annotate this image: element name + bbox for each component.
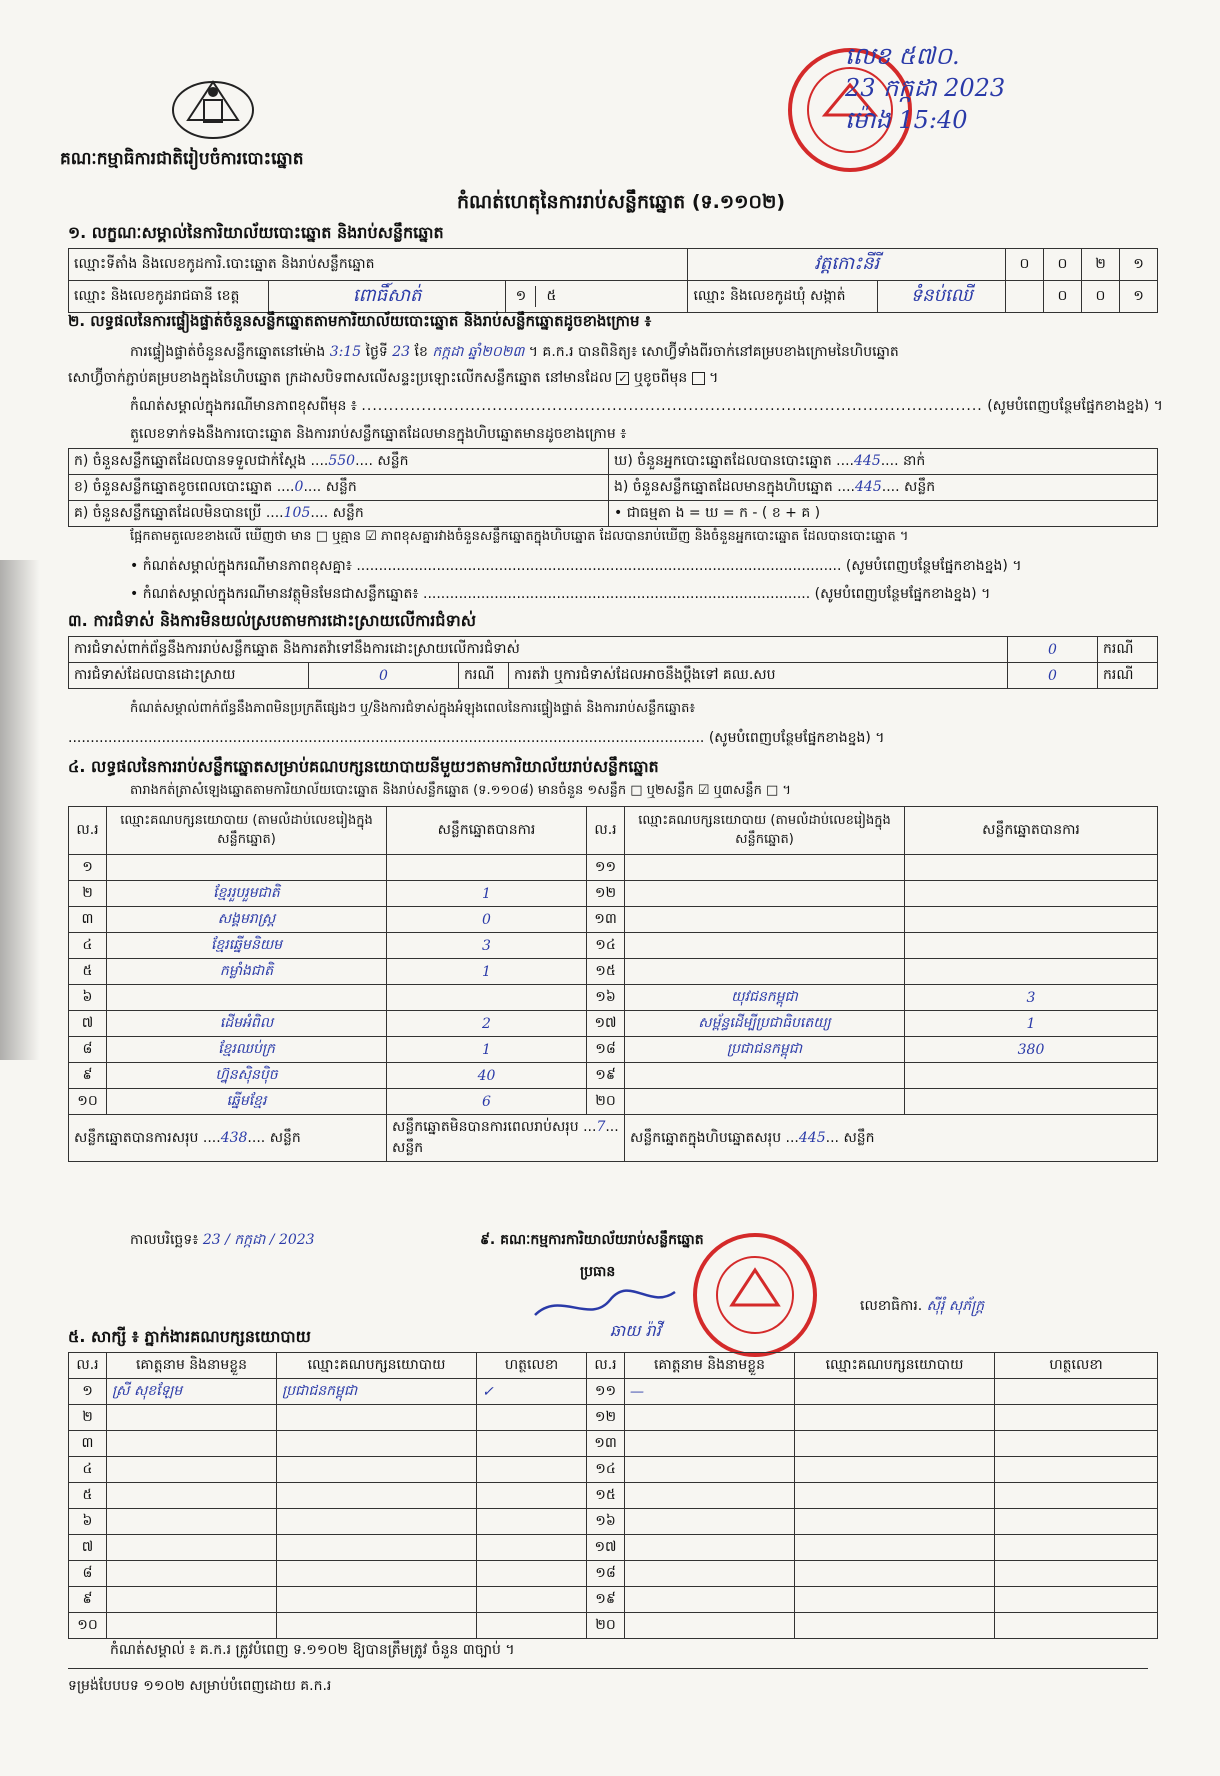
- party-party: កម្លាំងជាតិ: [107, 959, 387, 985]
- tally-intro: តារាងកត់ត្រាសំឡេងឆ្នោតតាមការិយាល័យបោះឆ្នោត និងរាប់សន្លឹកឆ្នោត (ទ.១១០៨) មានចំនួន ១សន្លឹក □ ឬ២សន្លឹក ☑ ឬ៣សន្លឹក □ ។: [130, 783, 791, 798]
- witness-sign: [995, 1509, 1158, 1535]
- fill-back-note: (សូមបំពេញបន្ថែមផ្នែកខាងខ្នង) ។: [845, 558, 1022, 574]
- case-unit: ករណី: [1098, 663, 1158, 689]
- party-party: សង្គមរាស្ត្រ: [107, 907, 387, 933]
- witness-sign: [995, 1483, 1158, 1509]
- damaged-label: ឬខូចពីមុន: [633, 370, 688, 386]
- witness-sign: [477, 1587, 587, 1613]
- party-party: យុវជនកម្ពុជា: [625, 985, 905, 1011]
- objection-row2b-label: ការតវ៉ា ឬការជំទាស់ដែលអាចនឹងប្តឹងទៅ គឈ.សប: [509, 663, 1008, 689]
- counts-intro: តួលេខទាក់ទងនឹងការបោះឆ្នោត និងការរាប់សន្លឹកឆ្នោតដែលមានក្នុងហិបឆ្នោតមានដូចខាងក្រោម ៖: [130, 426, 627, 442]
- count-b-value: 0: [294, 479, 304, 495]
- chair-signature-icon: [530, 1280, 680, 1330]
- table-row: [69, 1011, 1158, 1037]
- party-no: ៨: [69, 1037, 107, 1063]
- party-no: ១៩: [587, 1063, 625, 1089]
- objection-row1-label: ការជំទាស់ពាក់ព័ន្ធនឹងការរាប់សន្លឹកឆ្នោត និងការតវ៉ាទៅនឹងការដោះស្រាយលើការជំទាស់: [69, 637, 1008, 663]
- witness-party: [795, 1431, 995, 1457]
- party-votes: 0: [387, 907, 587, 933]
- party-party: ប្រជាជនកម្ពុជា: [625, 1037, 905, 1063]
- party-votes: [905, 1089, 1158, 1115]
- station-code: ១: [1120, 249, 1158, 281]
- col-name: គោត្តនាម និងនាមខ្លួន: [107, 1353, 277, 1379]
- witness-party: [795, 1535, 995, 1561]
- witness-no: ១៩: [587, 1587, 625, 1613]
- witness-name: [107, 1509, 277, 1535]
- commune-label: ឈ្មោះ និងលេខកូដឃុំ សង្កាត់: [688, 281, 878, 313]
- table-row: [69, 1063, 1158, 1089]
- party-party: [625, 933, 905, 959]
- section2-heading: ២. លទ្ធផលនៃការផ្ទៀងផ្ទាត់ចំនួនសន្លឹកឆ្នោតតាមការិយាល័យបោះឆ្នោត និងរាប់សន្លឹកឆ្នោតដូចខាងក្រោម ៖: [68, 312, 652, 330]
- witness-name: [107, 1483, 277, 1509]
- total-invalid: សន្លឹកឆ្នោតមិនបានការពេលរាប់សរុប ...7... សន្លឹក: [387, 1115, 625, 1162]
- witness-no: ៥: [69, 1483, 107, 1509]
- witness-party: [277, 1457, 477, 1483]
- col-party: ឈ្មោះគណបក្សនយោបាយ (តាមលំដាប់លេខរៀងក្នុងសន្លឹកឆ្នោត): [625, 807, 905, 855]
- unit: សន្លឹក: [377, 453, 409, 469]
- party-party: ដើមអំពិល: [107, 1011, 387, 1037]
- footnote: កំណត់សម្គាល់ ៖ គ.ក.រ ត្រូវបំពេញ ទ.១១០២ ឱ្យបានត្រឹមត្រូវ ចំនួន ៣ច្បាប់ ។: [110, 1642, 515, 1658]
- total-box: សន្លឹកឆ្នោតក្នុងហិបឆ្នោតសរុប ...445... សន្លឹក: [625, 1115, 1158, 1162]
- witness-party: [277, 1431, 477, 1457]
- verify-month-label: ខែ: [414, 344, 428, 360]
- fill-back-note: (សូមបំពេញបន្ថែមផ្នែកខាងខ្នង) ។: [987, 398, 1163, 414]
- witness-no: ៩: [69, 1587, 107, 1613]
- party-no: ២០: [587, 1089, 625, 1115]
- witness-no: ២០: [587, 1613, 625, 1639]
- witness-no: ៨: [69, 1561, 107, 1587]
- witness-name: [107, 1457, 277, 1483]
- table-row: [69, 985, 1158, 1011]
- table-row: [69, 1561, 1158, 1587]
- party-votes: [387, 855, 587, 881]
- party-no: ១: [69, 855, 107, 881]
- table-row: [69, 1089, 1158, 1115]
- witness-name: [625, 1405, 795, 1431]
- verify-month: កក្កដា ឆ្នាំ២០២៣: [432, 344, 525, 360]
- party-votes: 380: [905, 1037, 1158, 1063]
- secretary-value: ស៊ីរុំ សុភ័ក្ត្រ: [926, 1298, 985, 1314]
- witness-name: [625, 1509, 795, 1535]
- witness-party: [277, 1405, 477, 1431]
- party-party: [625, 907, 905, 933]
- witness-no: ១៦: [587, 1509, 625, 1535]
- witness-sign: [477, 1431, 587, 1457]
- section1-heading: ១. លក្ខណៈសម្គាល់នៃការិយាល័យបោះឆ្នោត និងរាប់សន្លឹកឆ្នោត: [68, 223, 444, 242]
- receipt-line: ម៉ោង 15:40: [845, 106, 968, 134]
- col-name: គោត្តនាម និងនាមខ្លួន: [625, 1353, 795, 1379]
- station-table: [68, 248, 1158, 313]
- votes-body: [69, 855, 1158, 1115]
- table-row: [69, 907, 1158, 933]
- party-party: [107, 855, 387, 881]
- witness-name: [625, 1431, 795, 1457]
- witness-party: [795, 1483, 995, 1509]
- bullet-object: • កំណត់សម្គាល់ក្នុងករណីមានវត្ថុមិនមែនជាសន្លឹកឆ្នោត៖ ....................................................................................... (សូមបំពេញបន្ថែមផ្នែកខាងខ្នង) ។: [130, 586, 991, 602]
- witness-name: [625, 1587, 795, 1613]
- count-e-label: ង) ចំនួនសន្លឹកឆ្នោតដែលមានក្នុងហិបឆ្នោត: [614, 479, 833, 495]
- party-no: ៥: [69, 959, 107, 985]
- total-valid-label: សន្លឹកឆ្នោតបានការសរុប: [74, 1129, 199, 1146]
- objection-table: [68, 636, 1158, 689]
- count-c: គ) ចំនួនសន្លឹកឆ្នោតដែលមិនបានប្រើ ....105.... សន្លឹក: [69, 501, 609, 527]
- case-unit: ករណី: [1098, 637, 1158, 663]
- station-code: ០: [1044, 249, 1082, 281]
- party-votes: 2: [387, 1011, 587, 1037]
- party-votes: 40: [387, 1063, 587, 1089]
- province-code: ៥: [546, 288, 557, 304]
- bullet-diff: • កំណត់សម្គាល់ក្នុងករណីមានភាពខុសគ្នា៖ ............................................................................................................. (សូមបំពេញបន្ថែមផ្នែកខាងខ្នង) ។: [130, 558, 1022, 574]
- objection-row1-value: 0: [1008, 637, 1098, 663]
- witness-sign: ✓: [477, 1379, 587, 1405]
- receipt-line: 23 កក្កដា 2023: [845, 74, 1006, 102]
- fill-back-note: (សូមបំពេញបន្ថែមផ្នែកខាងខ្នង) ។: [708, 730, 885, 746]
- votes-table: [68, 806, 1158, 1162]
- witness-no: ១៨: [587, 1561, 625, 1587]
- witness-sign: [477, 1613, 587, 1639]
- verify-suffix: ។ គ.ក.រ បានពិនិត្យ៖ សោហ្វ៊ីទាំងពីរចាក់នៅគម្របខាងក្រោមនៃហិបឆ្នោត: [528, 344, 899, 360]
- col-sign: ហត្ថលេខា: [995, 1353, 1158, 1379]
- party-party: ខ្មែរឈប់ក្រ: [107, 1037, 387, 1063]
- table-row: [69, 1613, 1158, 1639]
- witness-no: ១: [69, 1379, 107, 1405]
- party-votes: [905, 959, 1158, 985]
- witness-party: [795, 1379, 995, 1405]
- witness-name: —: [625, 1379, 795, 1405]
- party-no: ១៧: [587, 1011, 625, 1037]
- total-valid-value: 438: [220, 1129, 248, 1146]
- witness-no: ៧: [69, 1535, 107, 1561]
- party-no: ៩: [69, 1063, 107, 1089]
- commune-code-blank: [1006, 281, 1044, 313]
- party-party: ខ្មែរឆ្នើមនិយម: [107, 933, 387, 959]
- secretary-line: [860, 1296, 984, 1317]
- party-party: ហ្វ៊ុនស៊ិនប៉ិច: [107, 1063, 387, 1089]
- formula: • ជាធម្មតា ង = ឃ = ក - ( ខ + គ ): [609, 501, 1158, 527]
- total-valid: សន្លឹកឆ្នោតបានការសរុប ....438.... សន្លឹក: [69, 1115, 387, 1162]
- party-no: ១៥: [587, 959, 625, 985]
- secretary-label: លេខាធិការ.: [860, 1298, 923, 1314]
- witness-party: [277, 1613, 477, 1639]
- damaged-checkbox[interactable]: [692, 372, 705, 385]
- party-votes: [905, 855, 1158, 881]
- col-no: ល.រ: [69, 807, 107, 855]
- count-e-value: 445: [855, 479, 882, 495]
- station-value: វត្តកោះនីរី: [688, 249, 1006, 281]
- witness-name: [625, 1457, 795, 1483]
- witness-name: ស្រី សុខឡែម: [107, 1379, 277, 1405]
- witness-sign: [995, 1431, 1158, 1457]
- party-votes: 3: [905, 985, 1158, 1011]
- party-party: សម្ព័ន្ធដើម្បីប្រជាធិបតេយ្យ: [625, 1011, 905, 1037]
- witness-no: ១២: [587, 1405, 625, 1431]
- col-sign: ហត្ថលេខា: [477, 1353, 587, 1379]
- count-b: ខ) ចំនួនសន្លឹកឆ្នោតខូចពេលបោះឆ្នោត ....0.... សន្លឹក: [69, 475, 609, 501]
- count-b-label: ខ) ចំនួនសន្លឹកឆ្នោតខូចពេលបោះឆ្នោត: [74, 479, 273, 495]
- party-party: [625, 1063, 905, 1089]
- receipt-note: [845, 40, 1005, 136]
- verify-time: 3:15: [329, 344, 362, 360]
- witness-table: [68, 1352, 1158, 1639]
- station-code: ០: [1006, 249, 1044, 281]
- compare-line: ផ្អែកតាមតួលេខខាងលើ ឃើញថា មាន □ ឬគ្មាន ☑ ភាពខុសគ្នារវាងចំនួនសន្លឹកឆ្នោតក្នុងហិបឆ្នោត ដែលបានរាប់ឃើញ និងចំនួនអ្នកបោះឆ្នោត ដែលបានបោះឆ្នោត ។: [130, 529, 909, 544]
- party-party: [625, 855, 905, 881]
- verify-line: [130, 342, 899, 363]
- unit: សន្លឹក: [325, 479, 357, 495]
- witness-sign: [477, 1535, 587, 1561]
- party-votes: [387, 985, 587, 1011]
- count-a: ក) ចំនួនសន្លឹកឆ្នោតដែលបានទទួលជាក់ស្តែង ....550.... សន្លឹក: [69, 449, 609, 475]
- party-no: ១២: [587, 881, 625, 907]
- witness-sign: [995, 1379, 1158, 1405]
- section5-heading: ៥. សាក្សី ៖ ភ្នាក់ងារគណបក្សនយោបាយ: [68, 1327, 311, 1346]
- date-value: 23 / កក្កដា / 2023: [202, 1232, 315, 1248]
- witness-sign: [995, 1587, 1158, 1613]
- seal-text: សោហ្វ៊ីចាក់ភ្ជាប់គម្របខាងក្នុងនៃហិបឆ្នោត ក្រដាសបិទពាសលើសន្ទះប្រឡោះលើកសន្លឹកឆ្នោត នៅមានដែល: [68, 370, 613, 386]
- nec-emblem-icon: [168, 70, 258, 142]
- col-no: ល.រ: [587, 807, 625, 855]
- unit: សន្លឹក: [269, 1129, 301, 1146]
- station-label: ឈ្មោះទីតាំង និងលេខកូដការិ.បោះឆ្នោត និងរាប់សន្លឹកឆ្នោត: [69, 249, 688, 281]
- intact-checkbox[interactable]: ✓: [618, 371, 628, 385]
- witness-party: [795, 1587, 995, 1613]
- party-no: ១១: [587, 855, 625, 881]
- witness-party: [795, 1457, 995, 1483]
- diff-note: កំណត់សម្គាល់ក្នុងករណីមានភាពខុសពីមុន ៖ .................................................................................................................. (សូមបំពេញបន្ថែមផ្នែកខាងខ្នង) ។: [130, 398, 1163, 414]
- witness-sign: [995, 1561, 1158, 1587]
- date-label: កាលបរិច្ឆេទ៖: [130, 1232, 199, 1248]
- count-e: ង) ចំនួនសន្លឹកឆ្នោតដែលមានក្នុងហិបឆ្នោត ....445.... សន្លឹក: [609, 475, 1158, 501]
- party-no: ៦: [69, 985, 107, 1011]
- party-no: ១៨: [587, 1037, 625, 1063]
- col-votes: សន្លឹកឆ្នោតបានការ: [387, 807, 587, 855]
- witness-no: ៦: [69, 1509, 107, 1535]
- province-code: ១: [506, 286, 536, 307]
- date-line: [130, 1230, 315, 1251]
- witness-sign: [477, 1457, 587, 1483]
- unit: សន្លឹក: [904, 479, 936, 495]
- party-votes: 1: [387, 959, 587, 985]
- witness-no: ១៤: [587, 1457, 625, 1483]
- table-row: [69, 959, 1158, 985]
- col-no: ល.រ: [587, 1353, 625, 1379]
- witness-name: [625, 1561, 795, 1587]
- witness-name: [107, 1561, 277, 1587]
- witness-party: ប្រជាជនកម្ពុជា: [277, 1379, 477, 1405]
- witness-name: [107, 1613, 277, 1639]
- section3-heading: ៣. ការជំទាស់ និងការមិនយល់ស្របតាមការដោះស្រាយលើការជំទាស់: [68, 611, 476, 630]
- witness-sign: [477, 1561, 587, 1587]
- total-invalid-label: សន្លឹកឆ្នោតមិនបានការពេលរាប់សរុប: [392, 1119, 579, 1135]
- bullet-object-label: • កំណត់សម្គាល់ក្នុងករណីមានវត្ថុមិនមែនជាសន្លឹកឆ្នោត៖: [130, 586, 419, 602]
- province-code-cell: [506, 281, 688, 313]
- witness-no: ១៣: [587, 1431, 625, 1457]
- verify-day: 23: [392, 344, 411, 360]
- chair-name: ឆាយ រ៉ាវី: [610, 1321, 661, 1340]
- table-row: [69, 1431, 1158, 1457]
- party-no: ៧: [69, 1011, 107, 1037]
- verify-prefix: ការផ្ទៀងផ្ទាត់ចំនួនសន្លឹកឆ្នោតនៅម៉ោង: [130, 344, 326, 360]
- receipt-line: លេខ ៥៧០.: [845, 42, 960, 70]
- witness-sign: [477, 1483, 587, 1509]
- witness-body: [69, 1379, 1158, 1639]
- table-row: [69, 1535, 1158, 1561]
- count-d: ឃ) ចំនួនអ្នកបោះឆ្នោតដែលបានបោះឆ្នោត ....445.... នាក់: [609, 449, 1158, 475]
- witness-sign: [995, 1613, 1158, 1639]
- witness-party: [795, 1561, 995, 1587]
- total-box-label: សន្លឹកឆ្នោតក្នុងហិបឆ្នោតសរុប: [630, 1129, 782, 1146]
- count-c-value: 105: [283, 505, 311, 521]
- col-party: ឈ្មោះគណបក្សនយោបាយ: [795, 1353, 995, 1379]
- witness-party: [795, 1613, 995, 1639]
- party-votes: [905, 1063, 1158, 1089]
- witness-no: ៣: [69, 1431, 107, 1457]
- witness-party: [277, 1561, 477, 1587]
- witness-name: [107, 1587, 277, 1613]
- table-row: [69, 1457, 1158, 1483]
- party-votes: [905, 907, 1158, 933]
- witness-party: [277, 1535, 477, 1561]
- witness-no: ២: [69, 1405, 107, 1431]
- table-row: [69, 1509, 1158, 1535]
- witness-party: [277, 1483, 477, 1509]
- organization-name: គណៈកម្មាធិការជាតិរៀបចំការបោះឆ្នោត: [60, 149, 304, 169]
- count-d-unit: នាក់: [903, 453, 926, 469]
- commune-code: ០: [1082, 281, 1120, 313]
- section4-heading: ៤. លទ្ធផលនៃការរាប់សន្លឹកឆ្នោតសម្រាប់គណបក្សនយោបាយនីមួយៗតាមការិយាល័យរាប់សន្លឹកឆ្នោត: [68, 757, 659, 776]
- party-votes: 6: [387, 1089, 587, 1115]
- party-party: [625, 1089, 905, 1115]
- unit: សន្លឹក: [392, 1140, 424, 1156]
- witness-sign: [477, 1509, 587, 1535]
- table-row: [69, 1037, 1158, 1063]
- witness-name: [625, 1483, 795, 1509]
- province-label: ឈ្មោះ និងលេខកូដរាជធានី ខេត្ត: [69, 281, 269, 313]
- witness-party: [795, 1509, 995, 1535]
- diff-note-label: កំណត់សម្គាល់ក្នុងករណីមានភាពខុសពីមុន ៖: [130, 398, 357, 414]
- party-no: ១៦: [587, 985, 625, 1011]
- party-no: ៣: [69, 907, 107, 933]
- form-title: កំណត់ហេតុនៃការរាប់សន្លឹកឆ្នោត (ទ.១១០២): [457, 191, 786, 213]
- chair-label: ប្រធាន: [580, 1264, 616, 1280]
- witness-sign: [995, 1405, 1158, 1431]
- witness-name: [107, 1431, 277, 1457]
- party-party: ខ្មែររួបរួមជាតិ: [107, 881, 387, 907]
- witness-no: ១០: [69, 1613, 107, 1639]
- witness-no: ៤: [69, 1457, 107, 1483]
- party-party: [625, 959, 905, 985]
- witness-no: ១៥: [587, 1483, 625, 1509]
- party-votes: [905, 933, 1158, 959]
- committee-seal: [690, 1230, 820, 1360]
- witness-party: [277, 1509, 477, 1535]
- witness-no: ១៧: [587, 1535, 625, 1561]
- party-party: ឆ្នើមខ្មែរ: [107, 1089, 387, 1115]
- table-row: [69, 1379, 1158, 1405]
- party-no: ៤: [69, 933, 107, 959]
- fill-back-note: (សូមបំពេញបន្ថែមផ្នែកខាងខ្នង) ។: [814, 586, 991, 602]
- col-party: ឈ្មោះគណបក្សនយោបាយ (តាមលំដាប់លេខរៀងក្នុងសន្លឹកឆ្នោត): [107, 807, 387, 855]
- irregularity-note: កំណត់សម្គាល់ពាក់ព័ន្ធនឹងភាពមិនប្រក្រតីផ្សេងៗ ឬ/និងការជំទាស់ក្នុងអំឡុងពេលនៃការផ្ទៀងផ្ទាត់ និងការរាប់សន្លឹកឆ្នោត៖: [130, 701, 696, 716]
- col-party: ឈ្មោះគណបក្សនយោបាយ: [277, 1353, 477, 1379]
- party-votes: 1: [905, 1011, 1158, 1037]
- count-d-label: ឃ) ចំនួនអ្នកបោះឆ្នោតដែលបានបោះឆ្នោត: [614, 453, 832, 469]
- case-unit: ករណី: [459, 663, 509, 689]
- counts-table: [68, 448, 1158, 527]
- page-shadow: [0, 560, 40, 1060]
- party-votes: [905, 881, 1158, 907]
- divider: [68, 1668, 1148, 1669]
- party-party: [107, 985, 387, 1011]
- witness-name: [625, 1535, 795, 1561]
- party-votes: 1: [387, 881, 587, 907]
- table-row: [69, 855, 1158, 881]
- verify-day-label: ថ្ងៃទី: [365, 344, 388, 360]
- witness-sign: [477, 1405, 587, 1431]
- commune-code: ០: [1044, 281, 1082, 313]
- table-row: [69, 933, 1158, 959]
- party-no: ១០: [69, 1089, 107, 1115]
- objection-row2-label: ការជំទាស់ដែលបានដោះស្រាយ: [69, 663, 309, 689]
- witness-name: [107, 1405, 277, 1431]
- count-d-value: 445: [854, 453, 881, 469]
- party-votes: 3: [387, 933, 587, 959]
- party-no: ២: [69, 881, 107, 907]
- committee-label: ៩. គណៈកម្មការការិយាល័យរាប់សន្លឹកឆ្នោត: [480, 1232, 704, 1248]
- witness-no: ១១: [587, 1379, 625, 1405]
- party-no: ១៣: [587, 907, 625, 933]
- bullet-diff-label: • កំណត់សម្គាល់ក្នុងករណីមានភាពខុសគ្នា៖: [130, 558, 352, 574]
- commune-code: ១: [1120, 281, 1158, 313]
- witness-name: [625, 1613, 795, 1639]
- table-row: [69, 1405, 1158, 1431]
- party-votes: 1: [387, 1037, 587, 1063]
- irregularity-fill: ............................................................................................................................................... (សូមបំពេញបន្ថែមផ្នែកខាងខ្នង) ។: [68, 730, 885, 746]
- unit: សន្លឹក: [332, 505, 364, 521]
- total-box-value: 445: [798, 1129, 826, 1146]
- total-invalid-value: 7: [596, 1119, 606, 1135]
- objection-row2b-value: 0: [1008, 663, 1098, 689]
- seal-line: សោហ្វ៊ីចាក់ភ្ជាប់គម្របខាងក្នុងនៃហិបឆ្នោត ក្រដាសបិទពាសលើសន្ទះប្រឡោះលើកសន្លឹកឆ្នោត នៅមានដែល ✓ ឬខូចពីមុន ។: [68, 370, 719, 386]
- witness-party: [795, 1405, 995, 1431]
- table-row: [69, 1483, 1158, 1509]
- witness-party: [277, 1587, 477, 1613]
- objection-row2-value: 0: [309, 663, 459, 689]
- party-party: [625, 881, 905, 907]
- count-c-label: គ) ចំនួនសន្លឹកឆ្នោតដែលមិនបានប្រើ: [74, 505, 262, 521]
- form-ref: ទម្រង់បែបបទ ១១០២ សម្រាប់បំពេញដោយ គ.ក.រ: [68, 1678, 332, 1694]
- table-row: [69, 1587, 1158, 1613]
- table-row: [69, 881, 1158, 907]
- commune-value: ទំនប់ឈើ: [878, 281, 1006, 313]
- province-value: ពោធិ៍សាត់: [269, 281, 506, 313]
- col-votes: សន្លឹកឆ្នោតបានការ: [905, 807, 1158, 855]
- witness-sign: [995, 1535, 1158, 1561]
- count-a-label: ក) ចំនួនសន្លឹកឆ្នោតដែលបានទទួលជាក់ស្តែង: [74, 453, 307, 469]
- party-no: ១៤: [587, 933, 625, 959]
- count-a-value: 550: [328, 453, 356, 469]
- unit: សន្លឹក: [843, 1129, 875, 1146]
- station-code: ២: [1082, 249, 1120, 281]
- witness-sign: [995, 1457, 1158, 1483]
- col-no: ល.រ: [69, 1353, 107, 1379]
- witness-name: [107, 1535, 277, 1561]
